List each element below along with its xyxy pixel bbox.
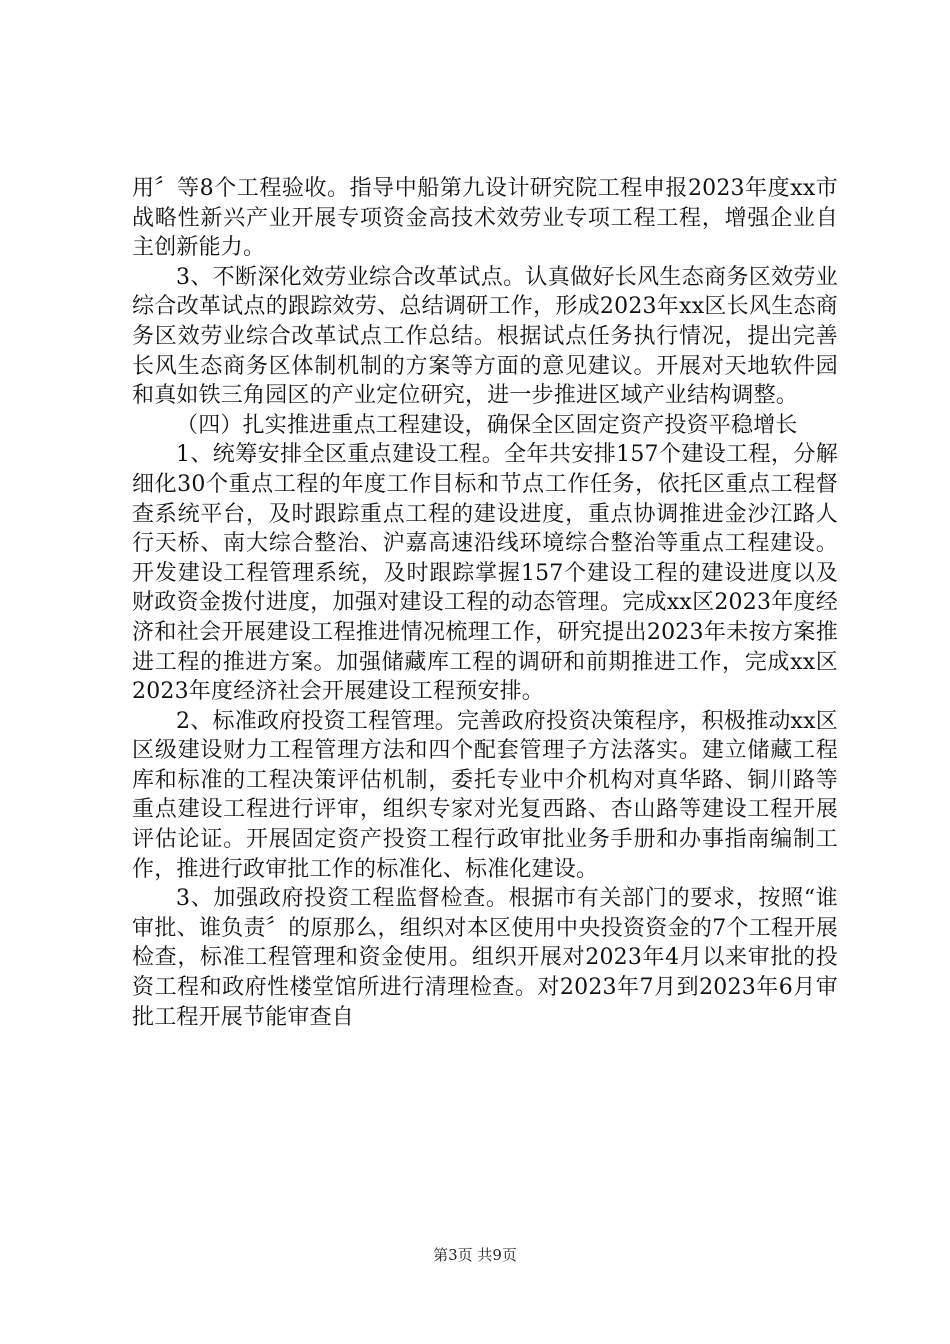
paragraph-3: 1、统筹安排全区重点建设工程。全年共安排157个建设工程，分解细化30个重点工程的年度工作目标和节点工作任务，依托区重点工程督查系统平台，及时跟踪重点工程的建设进度，重点协调推进金沙江路人行天桥、南大综合整治、沪嘉高速沿线环境综合整治等重点工程建设。开发建设工程管理系统，及时跟踪掌握157个建设工程的建设进度以及财政资金拨付进度，加强对建设工程的动态管理。完成xx区2023年度经济和社会开展建设工程推进情况梳理工作，研究提出2023年未按方案推进工程的推进方案。加强储藏库工程的调研和前期推进工作，完成xx区2023年度经济社会开展建设工程预安排。 <box>132 442 838 705</box>
paragraph-4: 2、标准政府投资工程管理。完善政府投资决策程序，积极推动xx区区级建设财力工程管理方法和四个配套管理子方法落实。建立储藏工程库和标准的工程决策评估机制，委托专业中介机构对真华路、铜川路等重点建设工程进行评审，组织专家对光复西路、杏山路等建设工程开展评估论证。开展固定资产投资工程行政审批业务手册和办事指南编制工作，推进行政审批工作的标准化、标准化建设。 <box>132 708 838 882</box>
paragraph-1: 用〞等8个工程验收。指导中船第九设计研究院工程申报2023年度xx市战略性新兴产业开展专项资金高技术效劳业专项工程工程，增强企业自主创新能力。 <box>132 176 838 261</box>
section-heading: （四）扎实推进重点工程建设，确保全区固定资产投资平稳增长 <box>176 412 798 438</box>
paragraph-5: 3、加强政府投资工程监督检查。根据市有关部门的要求，按照“谁审批、谁负责〞的原那么，组织对本区使用中央投资资金的7个工程开展检查，标准工程管理和资金使用。组织开展对2023年4月以来审批的投资工程和政府性楼堂馆所进行清理检查。对2023年7月到2023年6月审批工程开展节能审查自 <box>132 886 838 1030</box>
page-number: 第3页 共9页 <box>433 1246 517 1264</box>
paragraph-2: 3、不断深化效劳业综合改革试点。认真做好长风生态商务区效劳业综合改革试点的跟踪效劳、总结调研工作，形成2023年xx区长风生态商务区效劳业综合改革试点工作总结。根据试点任务执行情况，提出完善长风生态商务区体制机制的方案等方面的意见建议。开展对天地软件园和真如铁三角园区的产业定位研究，进一步推进区域产业结构调整。 <box>132 264 838 409</box>
document-body <box>132 174 838 1032</box>
